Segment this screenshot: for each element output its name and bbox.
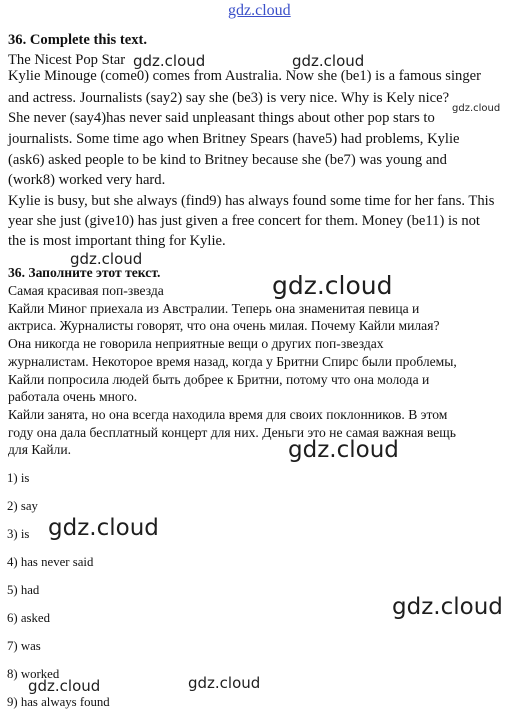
watermark-overlay: gdz.cloud — [70, 250, 143, 268]
english-line-3: She never (say4)has never said unpleasant things about other pop stars to — [8, 110, 435, 126]
top-watermark[interactable]: gdz.cloud — [228, 2, 291, 19]
russian-title: Самая красивая поп-звезда — [8, 283, 164, 298]
russian-line-6: работала очень много. — [8, 389, 138, 404]
english-title: The Nicest Pop Star — [8, 52, 126, 68]
answer-item-8: 8) worked — [7, 667, 60, 681]
watermark-overlay: gdz.cloud — [288, 437, 399, 463]
watermark-overlay: gdz.cloud — [133, 52, 206, 70]
english-line-7: Kylie is busy, but she always (find9) has always found some time for her fans. This — [8, 193, 495, 209]
russian-line-7: Кайли занята, но она всегда находила время для своих поклонников. В этом — [8, 407, 448, 422]
english-line-8: year she just (give10) has just given a free concert for them. Money (be11) is not — [8, 213, 480, 229]
answer-item-9: 9) has always found — [7, 695, 110, 709]
answer-item-4: 4) has never said — [7, 555, 94, 569]
english-line-4: journalists. Some time ago when Britney Spears (have5) had problems, Kylie — [8, 131, 460, 147]
russian-heading: 36. Заполните этот текст. — [8, 265, 161, 280]
watermark-overlay: gdz.cloud — [188, 674, 261, 692]
watermark-overlay: gdz.cloud — [392, 594, 503, 620]
russian-line-3: Она никогда не говорила неприятные вещи о других поп-звездах — [8, 336, 384, 351]
russian-line-8: году она дала бесплатный концерт для них. Деньги это не самая важная вещь — [8, 425, 456, 440]
russian-line-5: Кайли попросила людей быть добрее к Бритни, потому что она молода и — [8, 372, 430, 387]
answer-item-3: 3) is — [7, 527, 30, 541]
answer-item-7: 7) was — [7, 639, 41, 653]
english-line-9: the is most important thing for Kylie. — [8, 233, 226, 249]
watermark-overlay: gdz.cloud — [452, 103, 501, 114]
russian-line-9: для Кайли. — [8, 442, 72, 457]
answer-item-2: 2) say — [7, 499, 38, 513]
russian-line-4: журналистам. Некоторое время назад, когда у Бритни Спирс были проблемы, — [8, 354, 457, 369]
answer-item-1: 1) is — [7, 471, 30, 485]
answer-item-5: 5) had — [7, 583, 40, 597]
english-line-6: (work8) worked very hard. — [8, 172, 166, 188]
watermark-overlay: gdz.cloud — [48, 515, 159, 541]
answer-item-6: 6) asked — [7, 611, 50, 625]
english-heading: 36. Complete this text. — [8, 32, 148, 48]
watermark-overlay: gdz.cloud — [272, 271, 393, 300]
russian-line-1: Кайли Миног приехала из Австралии. Теперь она знаменитая певица и — [8, 301, 420, 316]
russian-line-2: актриса. Журналисты говорят, что она очень милая. Почему Кайли милая? — [8, 318, 440, 333]
english-line-1: Kylie Minouge (come0) comes from Australia. Now she (be1) is a famous singer — [8, 68, 481, 84]
english-line-5: (ask6) asked people to be kind to Britney because she (be7) was young and — [8, 152, 447, 168]
english-line-2: and actress. Journalists (say2) say she (be3) is very nice. Why is Kely nice? — [8, 90, 450, 106]
watermark-overlay: gdz.cloud — [292, 52, 365, 70]
watermark-overlay: gdz.cloud — [28, 677, 101, 695]
